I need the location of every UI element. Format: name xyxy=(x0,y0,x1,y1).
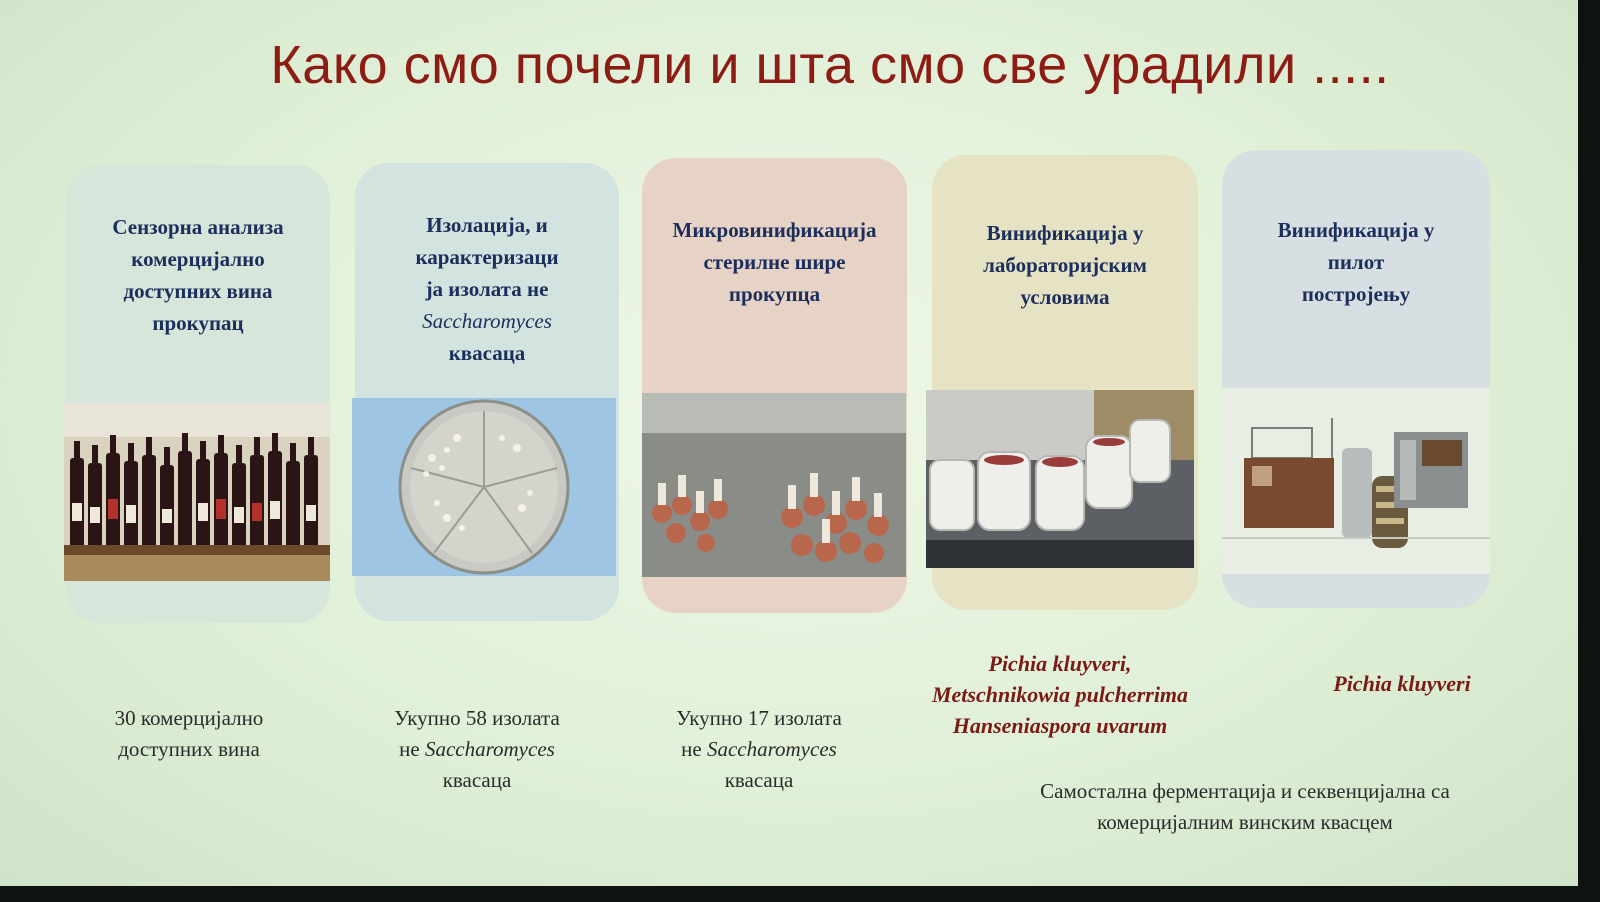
step-label: Микровинификација стерилне шире прокупца xyxy=(672,218,877,306)
species-list-pilot: Pichia kluyveri xyxy=(1333,671,1471,696)
step-label: Сензорна анализа комерцијално доступних вина прокупац xyxy=(112,215,284,335)
flasks-photo xyxy=(642,393,906,577)
slide-title: Како смо почели и шта смо све урадили ..... xyxy=(270,35,1390,95)
wine-bottles-photo xyxy=(64,403,330,581)
lab-fermenters-photo xyxy=(926,390,1194,568)
fermentation-note: Самостална ферментација и секвенцијална са комерцијалним винским квасцем xyxy=(1040,779,1450,834)
step-label: Винификација у пилот постројењу xyxy=(1277,218,1435,306)
pilot-plant-photo xyxy=(1222,388,1490,574)
step-label: Изолација, и карактеризаци ја изолата не Saccharomyces квасаца xyxy=(415,213,559,365)
step-note-isolation: Укупно 58 изолата не Saccharomyces квасаца xyxy=(394,706,560,792)
step-note-microvinification: Укупно 17 изолата не Saccharomyces квасаца xyxy=(676,706,842,792)
species-list-lab: Pichia kluyveri, Metschnikowia pulcherrima Hanseniaspora uvarum xyxy=(931,651,1189,738)
step-note-sensory: 30 комерцијално доступних вина xyxy=(114,706,264,761)
petri-dish-photo xyxy=(352,398,616,576)
step-label: Винификација у лабораторијским условима xyxy=(983,221,1147,309)
